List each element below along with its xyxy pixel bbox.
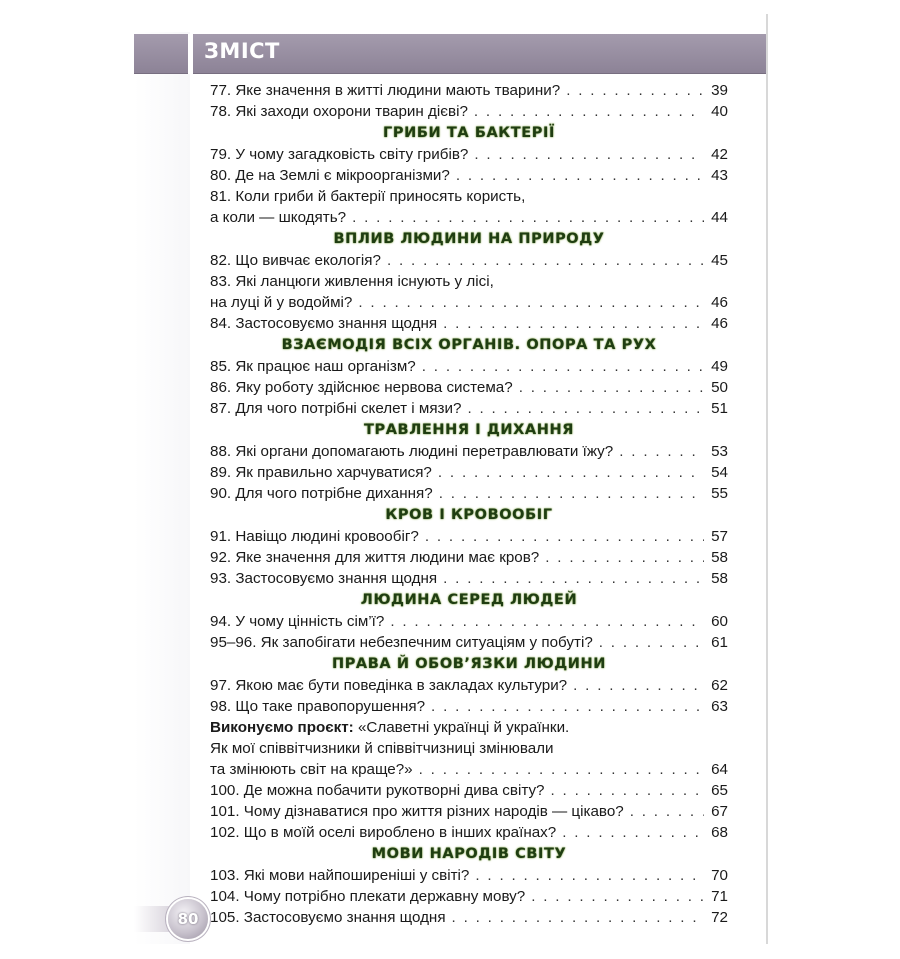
- toc-entry: [210, 801, 728, 822]
- toc-page-number: 51: [711, 400, 728, 417]
- toc-page-number: 44: [711, 209, 728, 226]
- toc-entry-text: 91. Навіщо людині кровообіг?: [210, 528, 419, 545]
- section-heading: ГРИБИ ТА БАКТЕРІЇ: [383, 125, 555, 141]
- toc-entry-text: 104. Чому потрібно плекати державну мову?: [210, 888, 526, 905]
- toc-entry-text: 101. Чому дізнаватися про життя різних народів — цікаво?: [210, 803, 624, 820]
- toc-entry-text: 78. Які заходи охорони тварин дієві?: [210, 103, 468, 120]
- toc-page-number: 46: [711, 294, 728, 311]
- page-left-margin: [134, 32, 190, 944]
- dot-leader: [599, 632, 704, 653]
- toc-entry: [210, 632, 728, 653]
- toc-entry: [210, 398, 728, 419]
- toc-entry: [210, 377, 728, 398]
- toc-entry: [210, 907, 728, 928]
- project-label: Виконуємо проєкт:: [210, 719, 354, 736]
- toc-page-number: 71: [711, 888, 728, 905]
- book-page: [134, 14, 768, 944]
- toc-page-number: 61: [711, 634, 728, 651]
- toc-entry: [210, 675, 728, 696]
- section-heading: КРОВ І КРОВООБІГ: [385, 507, 553, 523]
- dot-leader: [439, 483, 704, 504]
- toc-entry-text: 79. У чому загадковість світу грибів?: [210, 146, 469, 163]
- toc-entry: [210, 696, 728, 717]
- dot-leader: [425, 526, 704, 547]
- toc-entry: [210, 462, 728, 483]
- section-heading: ТРАВЛЕННЯ І ДИХАННЯ: [364, 422, 574, 438]
- toc-entry: [210, 780, 728, 801]
- dot-leader: [456, 165, 704, 186]
- page-top-margin: [134, 14, 766, 32]
- toc-entry: [210, 441, 728, 462]
- dot-leader: [562, 822, 704, 843]
- toc-page-number: 39: [711, 82, 728, 99]
- toc-entry: [210, 865, 728, 886]
- dot-leader: [531, 886, 704, 907]
- project-entry-line: [210, 717, 728, 738]
- toc-page-number: 42: [711, 146, 728, 163]
- dot-leader: [545, 547, 704, 568]
- toc-entry: [210, 356, 728, 377]
- toc-page-number: 58: [711, 549, 728, 566]
- toc-entry: [210, 313, 728, 334]
- dot-leader: [387, 250, 704, 271]
- page-number-badge: 80: [168, 899, 208, 939]
- toc-entry: [210, 547, 728, 568]
- project-title-text: «Славетні українці й українки.: [353, 719, 570, 736]
- toc-entry: [210, 250, 728, 271]
- toc-entry-text: 98. Що таке правопорушення?: [210, 698, 426, 715]
- dot-leader: [431, 696, 704, 717]
- toc-entry-text: 100. Де можна побачити рукотворні дива світу?: [210, 782, 545, 799]
- section-heading: ВПЛИВ ЛЮДИНИ НА ПРИРОДУ: [333, 231, 605, 247]
- dot-leader: [475, 865, 704, 886]
- toc-entry: [210, 292, 728, 313]
- toc-page-number: 50: [711, 379, 728, 396]
- toc-entry-text: 89. Як правильно харчуватися?: [210, 464, 432, 481]
- dot-leader: [573, 675, 704, 696]
- dot-leader: [630, 801, 704, 822]
- toc-entry-text: 87. Для чого потрібні скелет і мязи?: [210, 400, 462, 417]
- toc-entry: [210, 759, 728, 780]
- toc-entry-line: 81. Коли гриби й бактерії приносять користь,: [210, 188, 526, 205]
- dot-leader: [422, 356, 704, 377]
- toc-entry: [210, 483, 728, 504]
- dot-leader: [443, 313, 704, 334]
- toc-page-number: 53: [711, 443, 728, 460]
- dot-leader: [566, 80, 704, 101]
- dot-leader: [519, 377, 704, 398]
- dot-leader: [467, 398, 704, 419]
- dot-leader: [619, 441, 704, 462]
- toc-entry: [210, 165, 728, 186]
- toc-entry-text: 84. Застосовуємо знання щодня: [210, 315, 438, 332]
- toc-page-number: 46: [711, 315, 728, 332]
- dot-leader: [443, 568, 704, 589]
- toc-entry: [210, 80, 728, 101]
- toc-page-number: 57: [711, 528, 728, 545]
- toc-entry-text: 93. Застосовуємо знання щодня: [210, 570, 438, 587]
- toc-entry-text: 90. Для чого потрібне дихання?: [210, 485, 433, 502]
- toc-entry: [210, 144, 728, 165]
- toc-entry-text: 105. Застосовуємо знання щодня: [210, 909, 446, 926]
- toc-entry-text: 88. Які органи допомагають людині перетравлювати їжу?: [210, 443, 614, 460]
- section-heading: ПРАВА Й ОБОВ’ЯЗКИ ЛЮДИНИ: [331, 656, 607, 672]
- toc-entry: [210, 526, 728, 547]
- toc-entry-text: 97. Якою має бути поведінка в закладах культури?: [210, 677, 568, 694]
- dot-leader: [474, 144, 704, 165]
- toc-page-number: 43: [711, 167, 728, 184]
- toc-page-number: 40: [711, 103, 728, 120]
- dot-leader: [438, 462, 704, 483]
- toc-entry-text: та змінюють світ на краще?»: [210, 761, 413, 778]
- toc-entry-text: 80. Де на Землі є мікроорганізми?: [210, 167, 450, 184]
- dot-leader: [358, 292, 704, 313]
- toc-entry: [210, 822, 728, 843]
- toc-entry-text: 86. Яку роботу здійснює нервова система?: [210, 379, 513, 396]
- toc-page-number: 72: [711, 909, 728, 926]
- table-of-contents: [210, 80, 728, 928]
- header-separator: [188, 34, 193, 74]
- toc-entry-text: 102. Що в моїй оселі вироблено в інших країнах?: [210, 824, 557, 841]
- toc-page-number: 49: [711, 358, 728, 375]
- toc-entry: [210, 611, 728, 632]
- toc-entry-text: 94. У чому цінність сім’ї?: [210, 613, 385, 630]
- toc-page-number: 54: [711, 464, 728, 481]
- dot-leader: [390, 611, 704, 632]
- toc-entry-text: 95–96. Як запобігати небезпечним ситуаціям у побуті?: [210, 634, 593, 651]
- toc-page-number: 67: [711, 803, 728, 820]
- toc-page-number: 65: [711, 782, 728, 799]
- toc-entry-text: 92. Яке значення для життя людини має кров?: [210, 549, 540, 566]
- dot-leader: [551, 780, 705, 801]
- page-title: ЗМІСТ: [204, 39, 280, 63]
- toc-page-number: 64: [711, 761, 728, 778]
- toc-page-number: 45: [711, 252, 728, 269]
- toc-page-number: 62: [711, 677, 728, 694]
- toc-entry: [210, 207, 728, 228]
- toc-entry-text: 82. Що вивчає екологія?: [210, 252, 381, 269]
- dot-leader: [474, 101, 704, 122]
- toc-page-number: 63: [711, 698, 728, 715]
- toc-page-number: 68: [711, 824, 728, 841]
- toc-page-number: 60: [711, 613, 728, 630]
- toc-entry-text: 77. Яке значення в житті людини мають тварини?: [210, 82, 561, 99]
- section-heading: ЛЮДИНА СЕРЕД ЛЮДЕЙ: [360, 592, 578, 608]
- dot-leader: [352, 207, 704, 228]
- dot-leader: [419, 759, 704, 780]
- toc-entry-line: 83. Які ланцюги живлення існують у лісі,: [210, 273, 494, 290]
- toc-page-number: 58: [711, 570, 728, 587]
- toc-entry-line: Як мої співвітчизники й співвітчизниці змінювали: [210, 740, 554, 757]
- toc-entry: [210, 101, 728, 122]
- toc-entry-text: а коли — шкодять?: [210, 209, 347, 226]
- toc-entry-text: на луці й у водоймі?: [210, 294, 353, 311]
- toc-entry: [210, 568, 728, 589]
- toc-entry-text: 85. Як працює наш організм?: [210, 358, 416, 375]
- dot-leader: [452, 907, 704, 928]
- toc-entry: [210, 886, 728, 907]
- section-heading: МОВИ НАРОДІВ СВІТУ: [371, 846, 567, 862]
- toc-page-number: 70: [711, 867, 728, 884]
- toc-page-number: 55: [711, 485, 728, 502]
- toc-entry-text: 103. Які мови найпоширеніші у світі?: [210, 867, 470, 884]
- section-heading: ВЗАЄМОДІЯ ВСІХ ОРГАНІВ. ОПОРА ТА РУХ: [281, 337, 657, 353]
